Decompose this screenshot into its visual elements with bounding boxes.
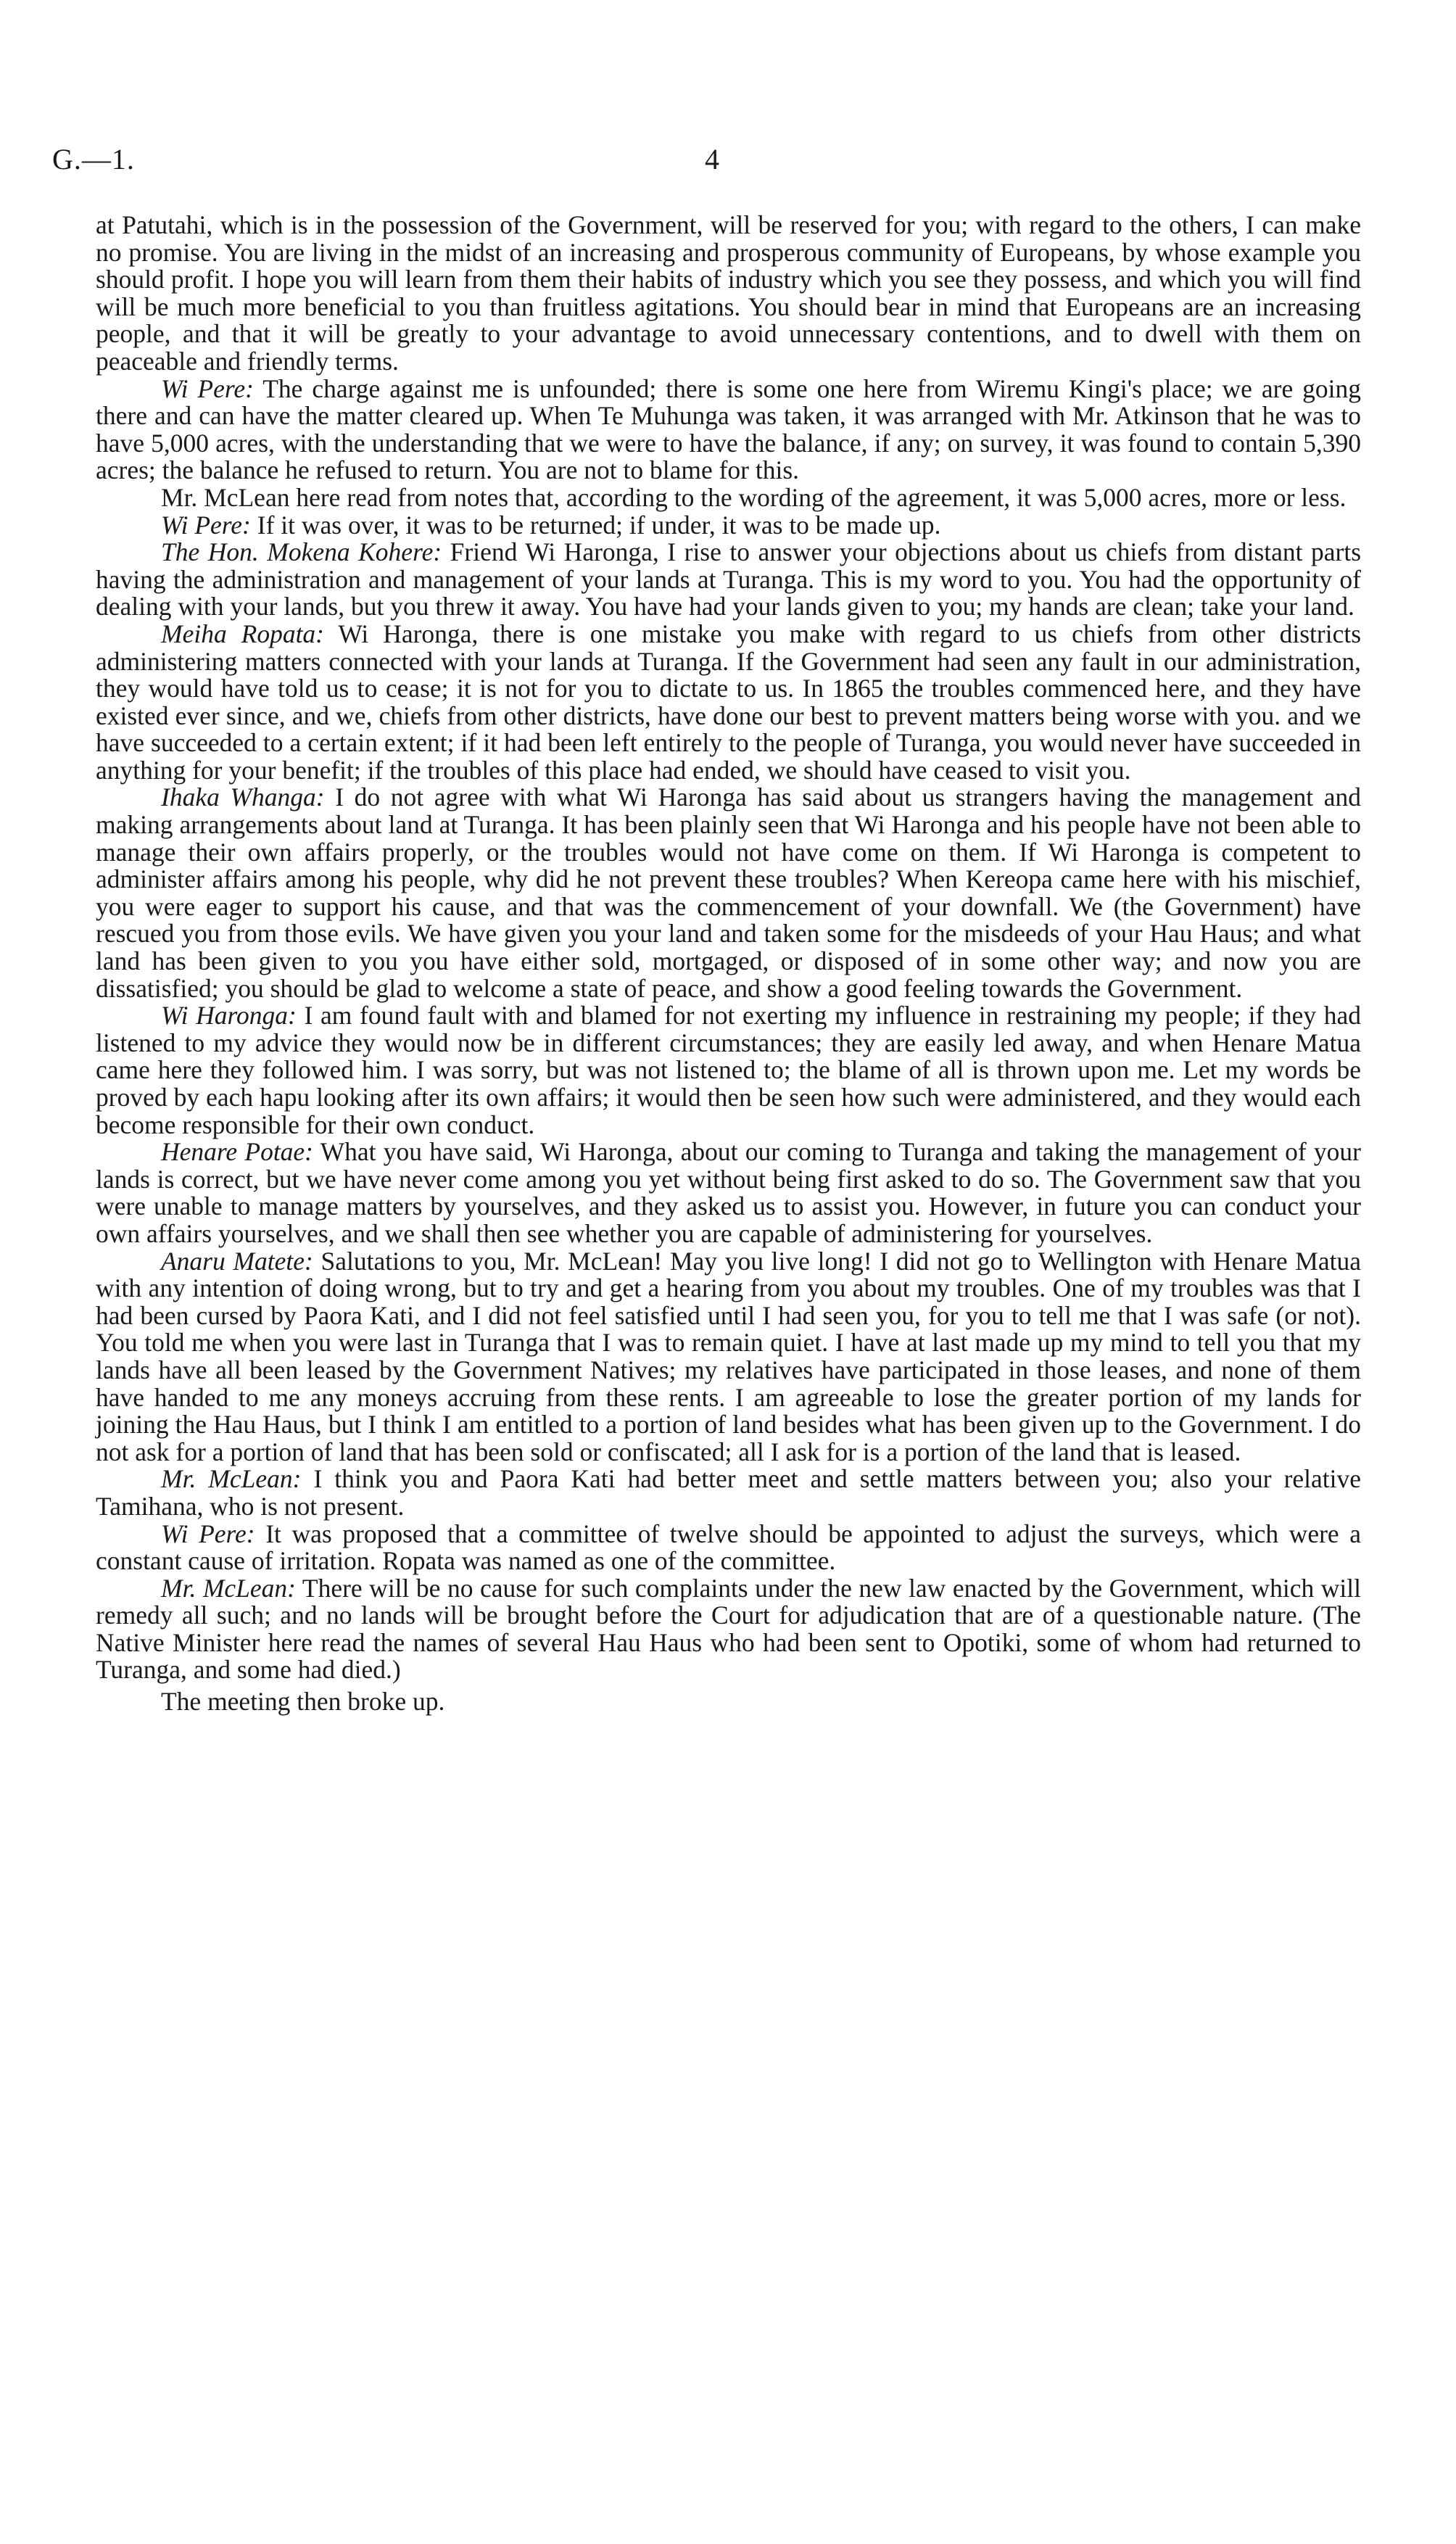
paragraph-text: at Patutahi, which is in the possession of the Government, will be reserved for you; with regard to the others, I can make no promise. You are living in the midst of an increasing and prosperous community of Europeans, by whose example you should profit. I hope you will learn from them their habits of industry which you see they possess, and which you will find will be much more beneficial to you than fruitless agitations. You should bear in mind that Europeans are an increasing people, and that it will be greatly to your advantage to avoid unnecessary contentions, and to dwell with them on peaceable and friendly terms. [96,210,1361,376]
paragraph [96,1575,1361,1684]
speaker-name: Wi Pere: [161,373,254,403]
paragraph-text: I do not agree with what Wi Haronga has said about us strangers having the management and making arrangements about land at Turanga. It has been plainly seen that Wi Haronga and his people have not been able to manage their own affairs properly, or the troubles would not have come on them. If Wi Haronga is competent to administer affairs among his people, why did he not prevent these troubles? When Kereopa came here with his mischief, you were eager to support his cause, and that was the commencement of your downfall. We (the Government) have rescued you from those evils. We have given you your land and taken some for the misdeeds of your Hau Haus; and what land has been given to you you have either sold, mortgaged, or disposed of in some other way; and now you are dissatisfied; you should be glad to welcome a state of peace, and show a good feeling towards the Government. [96,782,1361,1003]
document-id: G.—1. [52,143,135,175]
page-header [52,142,1386,186]
paragraph [96,784,1361,1002]
speaker-name: Mr. McLean: [161,1573,296,1603]
paragraph [96,1521,1361,1575]
speaker-name: Anaru Matete: [161,1246,313,1276]
paragraph-text: If it was over, it was to be returned; if under, it was to be made up. [257,510,941,540]
paragraph [96,484,1361,512]
paragraph-text: What you have said, Wi Haronga, about our coming to Turanga and taking the management of your lands is correct, but we have never come among you yet without being first asked to do so. The Government saw that you were unable to manage matters by yourselves, and they asked us to assist you. However, in future you can conduct your own affairs yourselves, and we shall then see whether you are capable of administering for yourselves. [96,1137,1361,1248]
paragraph [96,512,1361,540]
closing-line [96,1688,1361,1716]
speaker-name: Wi Haronga: [161,1001,297,1031]
speaker-name: The Hon. Mokena Kohere: [161,537,442,567]
paragraph [96,373,1361,485]
paragraph [96,1139,1361,1247]
paragraph [96,212,1361,376]
speaker-name: Henare Potae: [161,1137,314,1167]
speaker-name: Ihaka Whanga: [161,782,325,812]
paragraph [96,539,1361,621]
page-number: 4 [705,143,719,175]
speaker-name: Wi Pere: [161,1519,255,1548]
document-body [96,212,1361,1716]
paragraph-text: There will be no cause for such complaints under the new law enacted by the Government, which will remedy all such; and no lands will be brought before the Court for adjudication that are of a questionable nature. (The Native Minister here read the names of several Hau Haus who had been sent to Opotiki, some of whom had returned to Turanga, and some had died.) [96,1573,1362,1685]
speaker-name: Mr. McLean: [161,1464,302,1494]
paragraph-text: The meeting then broke up. [161,1687,445,1717]
paragraph [96,1248,1361,1466]
paragraph [96,621,1361,785]
paragraph-text: Salutations to you, Mr. McLean! May you live long! I did not go to Wellington with Henare Matua with any intention of doing wrong, but to try and get a hearing from you about my troubles. One of my troubles was that I had been cursed by Paora Kati, and I did not feel satisfied until I had seen you, for you to tell me that I was safe (or not). You told me when you were last in Turanga that I was to remain quiet. I have at last made up my mind to tell you that my lands have all been leased by the Government Natives; my relatives have participated in those leases, and none of them have handed to me any moneys accruing from these rents. I am agreeable to lose the greater portion of my lands for joining the Hau Haus, but I think I am entitled to a portion of land besides what has been given up to the Government. I do not ask for a portion of land that has been sold or confiscated; all I ask for is a portion of the land that is leased. [96,1246,1362,1466]
speaker-name: Meiha Ropata: [161,619,325,648]
paragraph-text: Wi Haronga, there is one mistake you make with regard to us chiefs from other districts administering matters connected with your lands at Turanga. If the Government had seen any fault in our administration, they would have told us to cease; it is not for you to dictate to us. In 1865 the troubles commenced here, and they have existed ever since, and we, chiefs from other districts, have done our best to prevent matters being worse with you. and we have succeeded to a certain extent; if it had been left entirely to the people of Turanga, you would never have succeeded in anything for your benefit; if the troubles of this place had ended, we should have ceased to visit you. [96,619,1362,785]
paragraph-text: I think you and Paora Kati had better meet and settle matters between you; also your relative Tamihana, who is not present. [96,1464,1362,1521]
paragraph-text: The charge against me is unfounded; there is some one here from Wiremu Kingi's place; we are going there and can have the matter cleared up. When Te Muhunga was taken, it was arranged with Mr. Atkinson that he was to have 5,000 acres, with the understanding that we were to have the balance, if any; on survey, it was found to contain 5,390 acres; the balance he refused to return. You are not to blame for this. [96,373,1361,485]
paragraph-text: It was proposed that a committee of twelve should be appointed to adjust the surveys, which were a constant cause of irritation. Ropata was named as one of the committee. [96,1519,1362,1576]
paragraph-text: Friend Wi Haronga, I rise to answer your objections about us chiefs from distant parts having the administration and management of your lands at Turanga. This is my word to you. You had the opportunity of dealing with your lands, but you threw it away. You have had your lands given to you; my hands are clean; take your land. [96,537,1362,621]
speaker-name: Wi Pere: [161,510,251,540]
paragraph-text: Mr. McLean here read from notes that, according to the wording of the agreement, it was 5,000 acres, more or less. [161,482,1347,512]
paragraph-text: I am found fault with and blamed for not exerting my influence in restraining my people; if they had listened to my advice they would now be in different circumstances; they are easily led away, and when Henare Matua came here they followed him. I was sorry, but was not listened to; the blame of all is thrown upon me. Let my words be proved by each hapu looking after its own affairs; it would then be seen how such were administered, and they would each become responsible for their own conduct. [96,1001,1362,1139]
paragraph [96,1002,1361,1139]
paragraph [96,1466,1361,1520]
